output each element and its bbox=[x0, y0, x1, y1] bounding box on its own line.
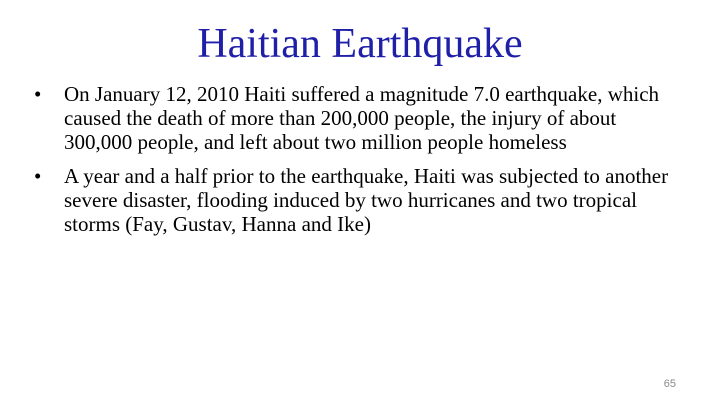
bullet-text: On January 12, 2010 Haiti suffered a magnitude 7.0 earthquake, which caused the death of more than 200,000 people, the injury of about 300,000 people, and left about two million people homeless bbox=[64, 82, 660, 154]
page-number: 65 bbox=[663, 378, 676, 390]
bullet-item bbox=[34, 164, 674, 236]
bullet-dot-icon: • bbox=[34, 164, 42, 188]
bullet-list bbox=[34, 82, 674, 246]
bullet-item bbox=[34, 82, 674, 154]
slide-title: Haitian Earthquake bbox=[197, 21, 523, 67]
bullet-dot-icon: • bbox=[34, 82, 42, 106]
bullet-text: A year and a half prior to the earthquake, Haiti was subjected to another severe disaster, flooding induced by two hurricanes and two tropical storms (Fay, Gustav, Hanna and Ike) bbox=[64, 164, 669, 236]
